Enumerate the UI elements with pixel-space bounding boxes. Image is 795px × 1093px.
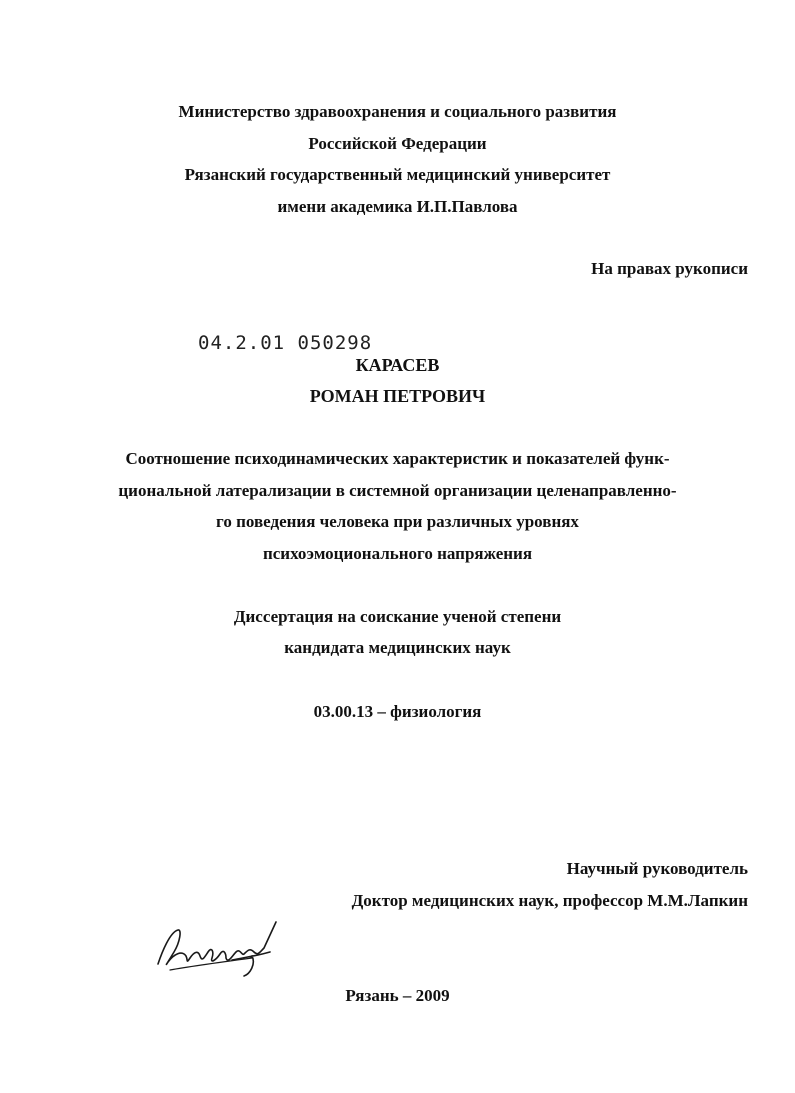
degree-line-1: Диссертация на соискание ученой степени <box>233 607 562 626</box>
supervisor-name: Доктор медицинских наук, профессор М.М.Лапкин <box>351 891 748 910</box>
signature-image <box>152 912 287 982</box>
ministry-line-1: Министерство здравоохранения и социального развития <box>178 102 617 121</box>
author-surname: КАРАСЕВ <box>355 355 440 375</box>
title-line-3: го поведения человека при различных уровнях <box>216 512 579 531</box>
title-line-1: Соотношение психодинамических характеристик и показателей функ- <box>125 449 670 468</box>
ministry-line-2: Российской Федерации <box>308 134 487 153</box>
signature-stroke <box>158 922 276 976</box>
registration-stamp: 04.2.01 050298 <box>198 332 373 354</box>
author-given-names: РОМАН ПЕТРОВИЧ <box>309 386 486 406</box>
university-line-1: Рязанский государственный медицинский университет <box>184 165 611 184</box>
title-line-2: циональной латерализации в системной организации целенаправленно- <box>118 481 677 500</box>
specialty: 03.00.13 – физиология <box>313 702 482 721</box>
title-line-4: психоэмоционального напряжения <box>262 544 533 563</box>
city-year: Рязань – 2009 <box>345 986 450 1005</box>
university-line-2: имени академика И.П.Павлова <box>277 197 518 216</box>
supervisor-label: Научный руководитель <box>566 859 748 878</box>
manuscript-note: На правах рукописи <box>591 259 748 278</box>
degree-line-2: кандидата медицинских наук <box>284 638 511 657</box>
